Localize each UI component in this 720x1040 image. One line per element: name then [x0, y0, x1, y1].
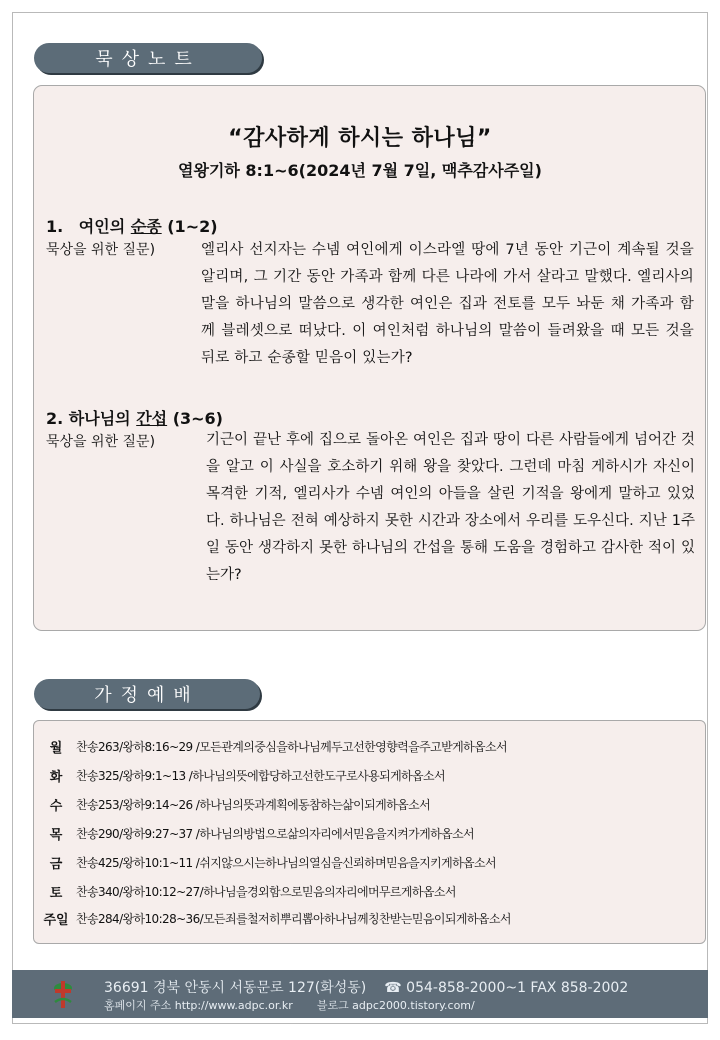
footer-address: 36691 경북 안동시 서동문로 127(화성동)	[104, 980, 367, 996]
point-2-heading	[46, 406, 223, 429]
worship-row-tue	[36, 764, 445, 786]
point-2-question-label: 묵상을 위한 질문)	[46, 434, 156, 450]
point-1-heading-range: (1~2)	[161, 217, 218, 236]
sermon-title: “감사하게 하시는 하나님”	[228, 126, 492, 151]
meditation-section-pill	[34, 43, 262, 73]
worship-day: 토	[49, 885, 63, 901]
worship-reading: 찬송253/왕하9:14~26 /하나님의뜻과계획에동참하는삶이되게하옵소서	[76, 797, 431, 812]
worship-row-sun	[36, 907, 511, 929]
worship-row-mon	[36, 735, 507, 757]
worship-day: 화	[49, 769, 63, 785]
worship-day: 주일	[43, 912, 69, 928]
footer-blog-link[interactable]: 블로그 adpc2000.tistory.com/	[316, 999, 475, 1012]
worship-row-thu	[36, 822, 474, 844]
point-2-heading-range: (3~6)	[167, 409, 223, 428]
point-2-number: 2.	[46, 409, 64, 428]
footer	[12, 970, 708, 1018]
church-logo-icon	[52, 978, 74, 1010]
point-2-question-text: 기근이 끝난 후에 집으로 돌아온 여인은 집과 땅이 다른 사람들에게 넘어간 것을 알고 이 사실을 호소하기 위해 왕을 찾았다. 그런데 마침 게하시가 자신이 목격한 기적, 엘리사가 수넴 여인의 아들을 살린 기적을 왕에게 말하고 있었다. 하나님은 전혀 예상하지 못한 시간과 장소에서 우리를 도우신다. 지난 1주일 동안 생각하지 못한 하나님의 간섭을 통해 도움을 경험하고 감사한 적이 있는가?	[206, 432, 695, 583]
worship-reading: 찬송284/왕하10:28~36/모든죄를철저히뿌리뽑아하나님께칭찬받는믿음이되게하옵소서	[76, 911, 511, 926]
point-1-heading-keyword: 순종	[130, 217, 162, 236]
worship-day: 목	[49, 827, 63, 843]
meditation-section-title: 묵상노트	[95, 49, 201, 70]
footer-contact-line	[104, 977, 628, 997]
point-2-heading-keyword: 간섭	[136, 409, 168, 428]
footer-phone: ☎ 054-858-2000~1 FAX 858-2002	[384, 980, 629, 996]
worship-reading: 찬송263/왕하8:16~29 /모든관계의중심을하나님께두고선한영향력을주고받게하옵소서	[76, 739, 508, 754]
worship-row-fri	[36, 851, 496, 873]
worship-reading: 찬송325/왕하9:1~13 /하나님의뜻에합당하고선한도구로사용되게하옵소서	[76, 768, 446, 783]
point-1-heading	[46, 214, 218, 237]
point-1-heading-prefix: 여인의	[78, 217, 131, 236]
worship-day: 월	[49, 740, 63, 756]
worship-row-sat	[36, 880, 456, 902]
footer-homepage-link[interactable]: 홈페이지 주소 http://www.adpc.or.kr	[104, 999, 293, 1012]
family-worship-pill	[34, 679, 260, 709]
point-1-question-text: 엘리사 선지자는 수넴 여인에게 이스라엘 땅에 7년 동안 기근이 계속될 것을 알리며, 그 기간 동안 가족과 함께 다른 나라에 가서 살라고 말했다. 엘리사의 말을 하나님의 말씀으로 생각한 여인은 집과 전토를 모두 놔둔 채 가족과 함께 블레셋으로 떠났다. 이 여인처럼 하나님의 말씀이 들려왔을 때 모든 것을 뒤로 하고 순종할 믿음이 있는가?	[201, 242, 694, 366]
scripture-line: 열왕기하 8:1~6(2024년 7월 7일, 맥추감사주일)	[178, 161, 542, 180]
point-1-question-label: 묵상을 위한 질문)	[46, 242, 156, 258]
worship-day: 수	[49, 798, 63, 814]
worship-day: 금	[49, 856, 63, 872]
worship-reading: 찬송340/왕하10:12~27/하나님을경외함으로믿음의자리에머무르게하옵소서	[76, 884, 456, 899]
footer-web-line	[104, 997, 475, 1013]
worship-reading: 찬송290/왕하9:27~37 /하나님의방법으로삶의자리에서믿음을지켜가게하옵소서	[76, 826, 475, 841]
point-2-heading-prefix: 하나님의	[68, 409, 137, 428]
family-worship-title: 가정예배	[94, 685, 200, 706]
worship-reading: 찬송425/왕하10:1~11 /쉬지않으시는하나님의열심을신뢰하며믿음을지키게하옵소서	[76, 855, 497, 870]
point-1-number: 1.	[46, 217, 64, 236]
worship-row-wed	[36, 793, 430, 815]
